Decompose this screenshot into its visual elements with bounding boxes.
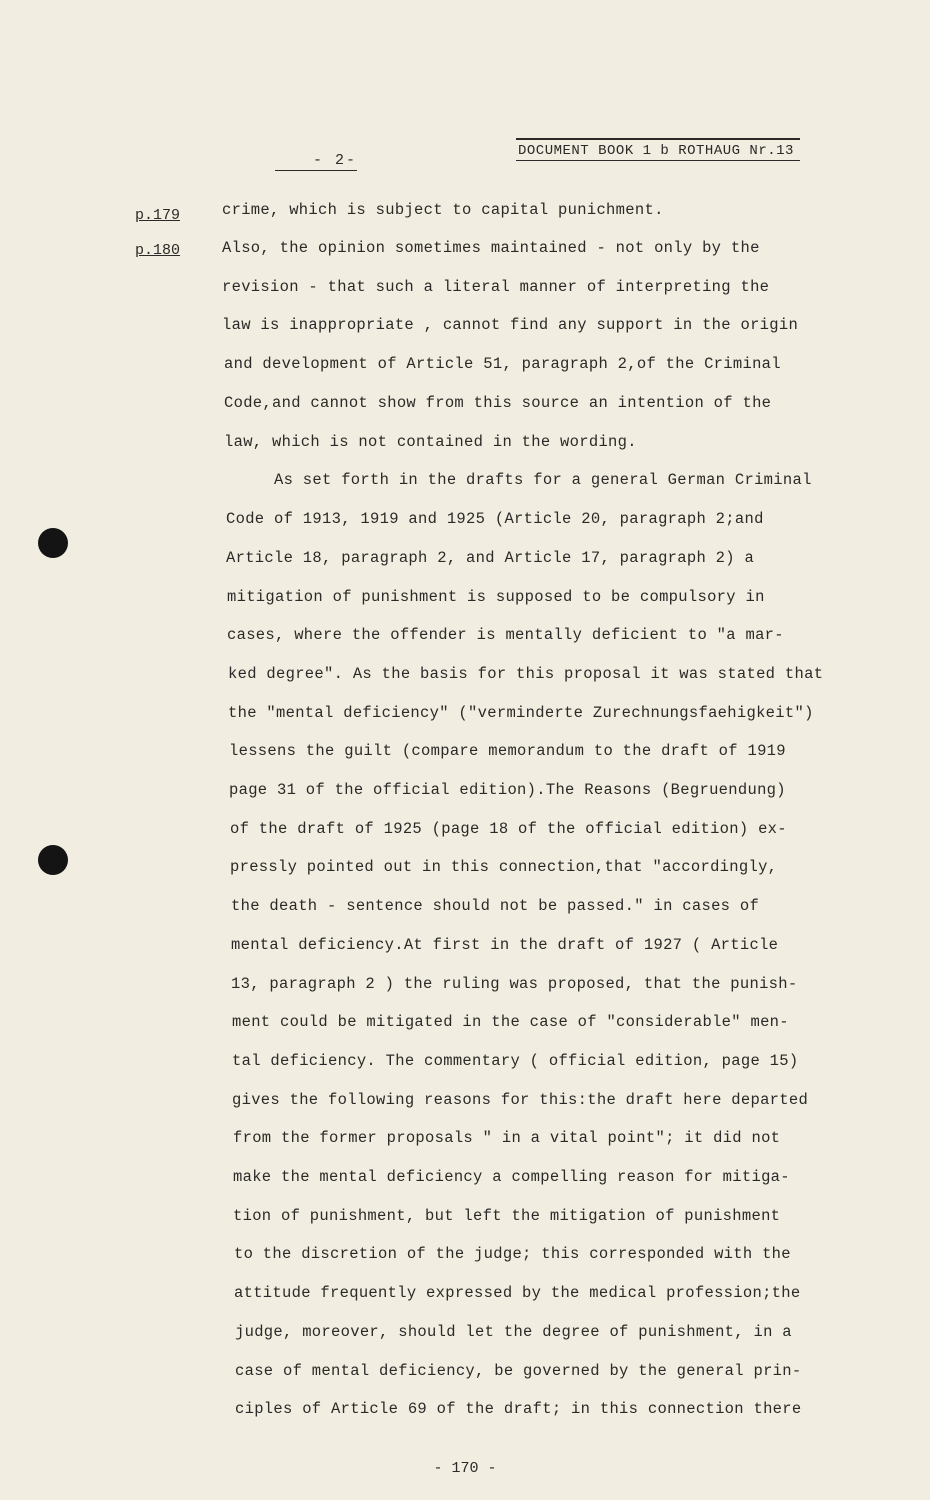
text-line: and development of Article 51, paragraph 2,of the Criminal	[224, 355, 781, 373]
text-line: lessens the guilt (compare memorandum to the draft of 1919	[229, 742, 786, 760]
page-number: - 170 -	[433, 1460, 497, 1477]
text-line: gives the following reasons for this:the draft here departed	[232, 1091, 809, 1109]
text-line: tal deficiency. The commentary ( official edition, page 15)	[232, 1052, 799, 1070]
text-line: law, which is not contained in the wording.	[224, 433, 637, 451]
punch-hole	[38, 845, 68, 875]
page-marker: - 2-	[275, 152, 357, 171]
text-line: judge, moreover, should let the degree of punishment, in a	[235, 1323, 792, 1341]
text-line: mental deficiency.At first in the draft of 1927 ( Article	[231, 936, 779, 954]
text-line: As set forth in the drafts for a general German Criminal	[274, 471, 812, 489]
text-line: cases, where the offender is mentally deficient to "a mar-	[227, 626, 784, 644]
text-line: law is inappropriate , cannot find any support in the origin	[222, 316, 799, 334]
text-line: page 31 of the official edition).The Reasons (Begruendung)	[229, 781, 786, 799]
text-line: attitude frequently expressed by the medical profession;the	[234, 1284, 801, 1302]
text-line: to the discretion of the judge; this corresponded with the	[234, 1245, 791, 1263]
text-line: pressly pointed out in this connection,that "accordingly,	[230, 858, 778, 876]
text-line: ment could be mitigated in the case of "considerable" men-	[232, 1013, 789, 1031]
text-line: crime, which is subject to capital punichment.	[222, 201, 664, 219]
punch-hole	[38, 528, 68, 558]
text-line: of the draft of 1925 (page 18 of the official edition) ex-	[230, 820, 787, 838]
text-line: case of mental deficiency, be governed by the general prin-	[235, 1362, 802, 1380]
text-line: Code,and cannot show from this source an intention of the	[224, 394, 772, 412]
text-line: Code of 1913, 1919 and 1925 (Article 20, paragraph 2;and	[226, 510, 764, 528]
text-line: revision - that such a literal manner of interpreting the	[222, 278, 770, 296]
margin-ref-p179: p.179	[135, 207, 181, 224]
text-line: tion of punishment, but left the mitigation of punishment	[233, 1207, 781, 1225]
text-line: mitigation of punishment is supposed to be compulsory in	[227, 588, 765, 606]
text-line: make the mental deficiency a compelling reason for mitiga-	[233, 1168, 790, 1186]
text-line: 13, paragraph 2 ) the ruling was proposed, that the punish-	[231, 975, 798, 993]
document-book-header: DOCUMENT BOOK 1 b ROTHAUG Nr.13	[516, 138, 800, 161]
text-line: the death - sentence should not be passed." in cases of	[231, 897, 760, 915]
text-line: the "mental deficiency" ("verminderte Zurechnungsfaehigkeit")	[228, 704, 814, 722]
text-line: ciples of Article 69 of the draft; in this connection there	[235, 1400, 802, 1418]
margin-ref-p180: p.180	[135, 242, 181, 259]
text-line: ked degree". As the basis for this proposal it was stated that	[228, 665, 824, 683]
text-line: Also, the opinion sometimes maintained - not only by the	[222, 239, 760, 257]
text-line: Article 18, paragraph 2, and Article 17, paragraph 2) a	[226, 549, 755, 567]
text-line: from the former proposals " in a vital point"; it did not	[233, 1129, 781, 1147]
